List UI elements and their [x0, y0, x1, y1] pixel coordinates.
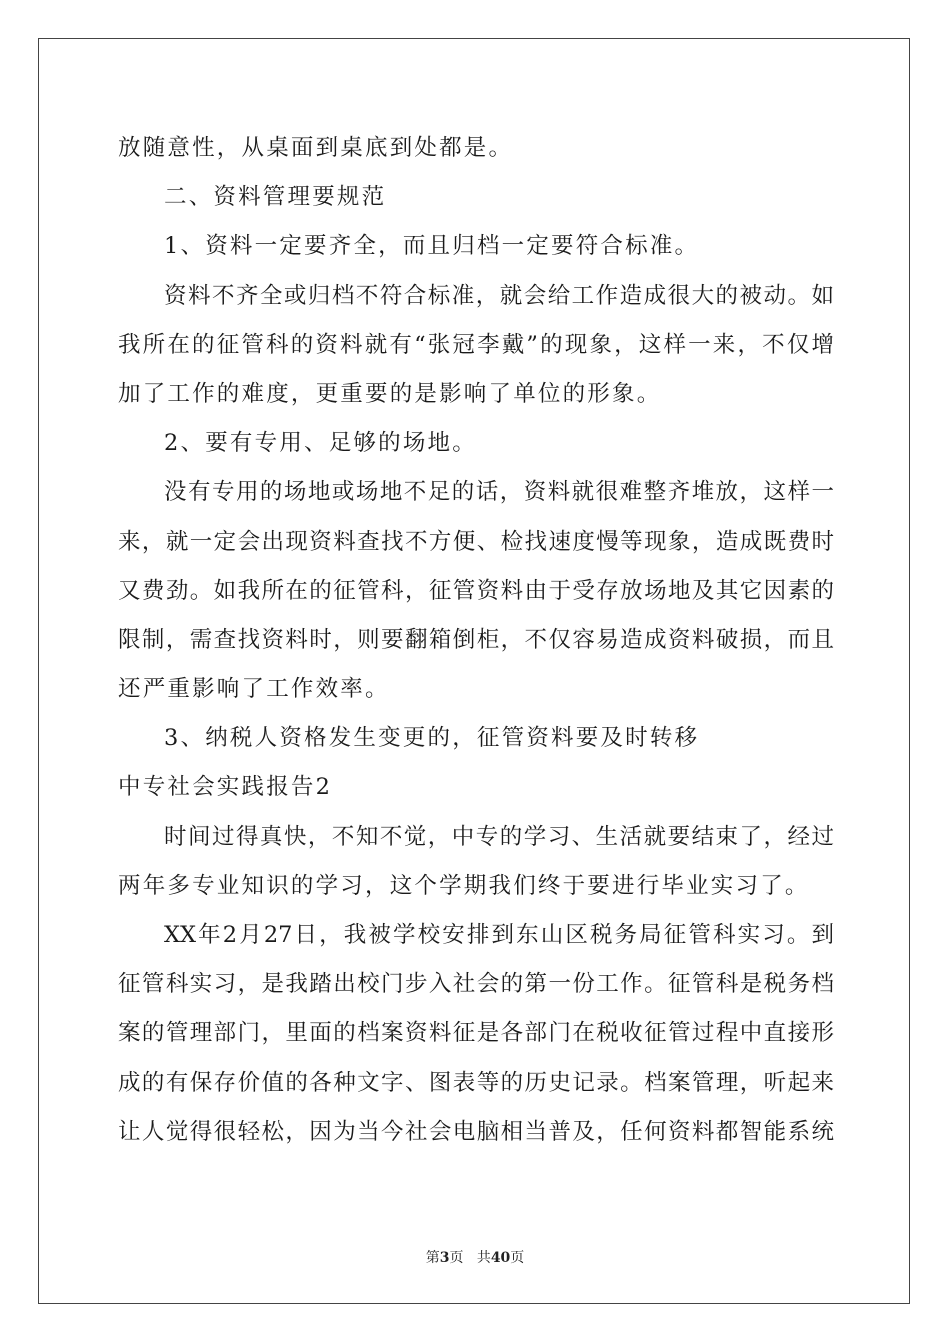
text-line: 2、要有专用、足够的场地。 — [164, 430, 477, 457]
text-line: 时间过得真快，不知不觉，中专的学习、生活就要结束了，经过 — [164, 823, 834, 850]
text-line: 没有专用的场地或场地不足的话，资料就很难整齐堆放，这样一 — [164, 479, 834, 506]
text-line: 成的有保存价值的各种文字、图表等的历史记录。档案管理，听起来 — [118, 1069, 834, 1096]
page-prefix: 第 — [425, 1250, 440, 1266]
total-pages: 40 — [490, 1250, 511, 1266]
page-number: 3 — [439, 1250, 450, 1266]
page-suffix: 页 — [449, 1250, 464, 1266]
text-line: 1、资料一定要齐全，而且归档一定要符合标准。 — [164, 233, 700, 260]
text-line: XX年2月27日，我被学校安排到东山区税务局征管科实习。到 — [164, 922, 834, 948]
text-line: 3、纳税人资格发生变更的，征管资料要及时转移 — [164, 725, 700, 752]
total-suffix: 页 — [510, 1250, 525, 1266]
text-line: 又费劲。如我所在的征管科，征管资料由于受存放场地及其它因素的 — [118, 577, 834, 604]
text-line: 加了工作的难度，更重要的是影响了单位的形象。 — [118, 380, 662, 407]
page-footer — [0, 1247, 950, 1267]
text-line: 让人觉得很轻松，因为当今社会电脑相当普及，任何资料都智能系统 — [118, 1118, 834, 1145]
total-prefix: 共 — [476, 1250, 491, 1266]
text-line: 二、资料管理要规范 — [164, 184, 387, 211]
text-line: 案的管理部门，里面的档案资料征是各部门在税收征管过程中直接形 — [118, 1020, 834, 1047]
text-line: 我所在的征管科的资料就有“张冠李戴”的现象，这样一来，不仅增 — [118, 331, 834, 358]
text-line: 资料不齐全或归档不符合标准，就会给工作造成很大的被动。如 — [164, 282, 834, 309]
text-line: 两年多专业知识的学习，这个学期我们终于要进行毕业实习了。 — [118, 872, 810, 899]
text-line: 放随意性，从桌面到桌底到处都是。 — [118, 135, 514, 161]
text-line: 限制，需查找资料时，则要翻箱倒柜，不仅容易造成资料破损，而且 — [118, 626, 834, 653]
text-line: 来，就一定会出现资料查找不方便、检找速度慢等现象，造成既费时 — [118, 528, 834, 555]
document-body — [118, 124, 834, 1157]
text-line: 征管科实习，是我踏出校门步入社会的第一份工作。征管科是税务档 — [118, 971, 834, 998]
text-line: 中专社会实践报告2 — [118, 774, 333, 801]
text-line: 还严重影响了工作效率。 — [118, 676, 390, 703]
